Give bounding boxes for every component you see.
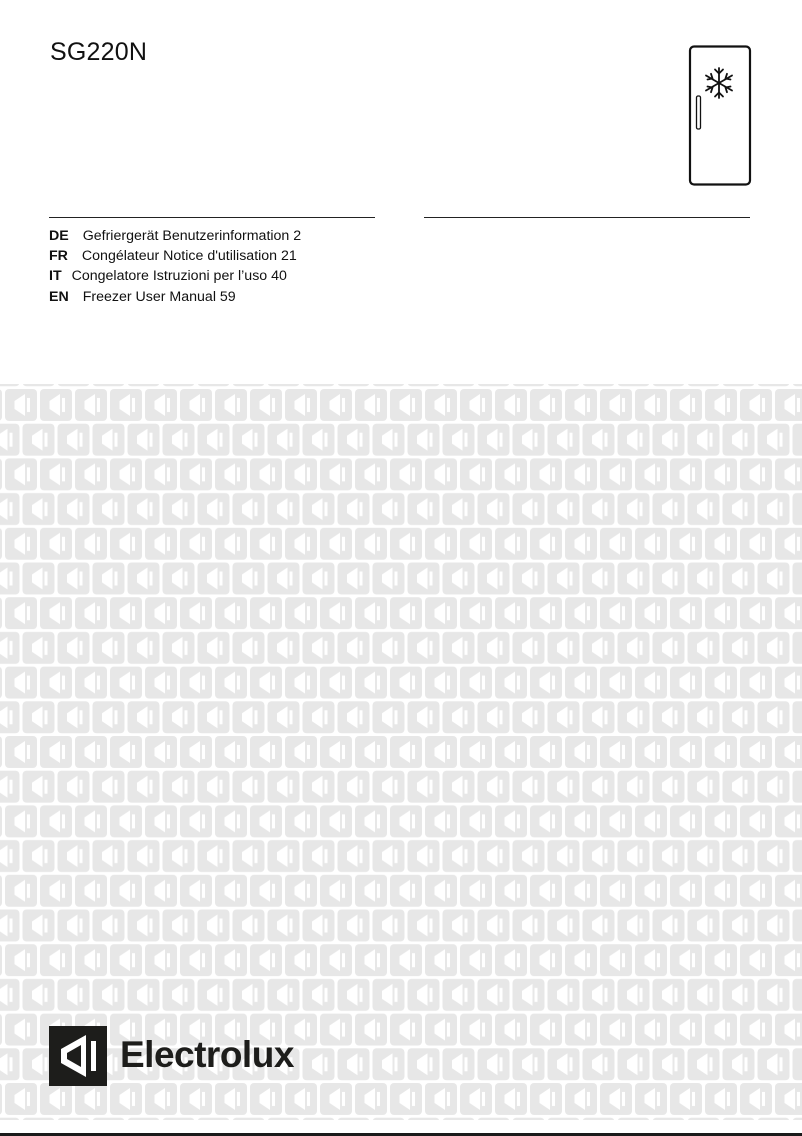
language-code: DE — [49, 228, 69, 244]
language-item-de[interactable] — [49, 226, 301, 246]
language-title: Freezer User Manual 59 — [82, 288, 236, 305]
brand-wordmark: Electrolux — [120, 1034, 294, 1075]
language-index — [49, 226, 301, 307]
language-item-it[interactable] — [49, 266, 301, 286]
language-code: IT — [49, 268, 62, 285]
freezer-snowflake-icon — [688, 45, 752, 187]
divider-left — [49, 217, 375, 218]
language-title: Congélateur Notice d'utilisation 21 — [81, 248, 297, 265]
language-title: Gefriergerät Benutzerinformation 2 — [82, 228, 302, 244]
electrolux-logo-pattern — [0, 384, 802, 1120]
language-code: FR — [49, 248, 68, 265]
electrolux-logo-icon — [49, 1026, 107, 1086]
language-item-en[interactable] — [49, 287, 301, 307]
language-item-fr[interactable] — [49, 246, 301, 266]
language-code: EN — [49, 288, 69, 305]
divider-right — [424, 217, 750, 218]
language-title: Congelatore Istruzioni per l’uso 40 — [71, 268, 287, 285]
model-number: SG220N — [50, 38, 148, 66]
